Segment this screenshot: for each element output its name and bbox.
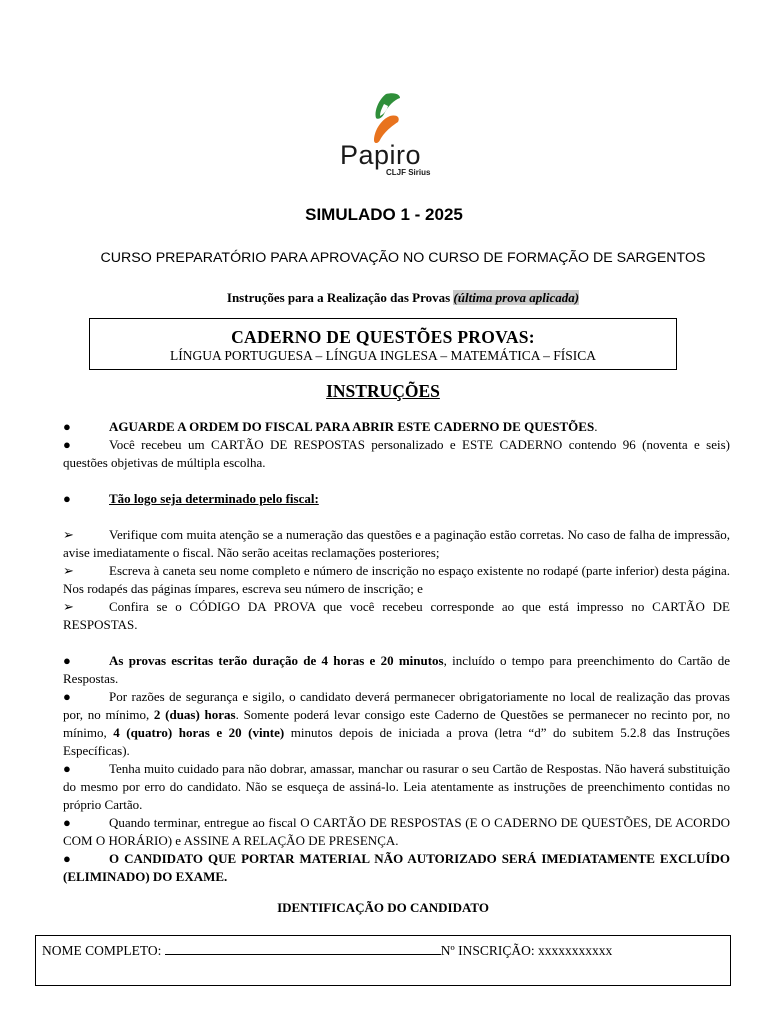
- page-title: SIMULADO 1 - 2025: [305, 205, 463, 224]
- bullet-icon: ●: [63, 851, 71, 866]
- bullet-text-bold: As provas escritas terão duração de 4 horas e 20 minutos: [109, 653, 444, 668]
- arrow-bullet-icon: ➢: [63, 599, 74, 614]
- bullet-icon: ●: [63, 437, 71, 452]
- instructions-line: [0, 290, 768, 306]
- inscricao-label: Nº INSCRIÇÃO:: [440, 943, 538, 958]
- bullet-icon: ●: [63, 815, 71, 830]
- bullet-text: Tão logo seja determinado pelo fiscal:: [109, 491, 319, 506]
- bullet-icon: ●: [63, 689, 71, 704]
- list-item: [63, 760, 730, 814]
- inscricao-value: xxxxxxxxxxx: [537, 943, 613, 958]
- instructions-prefix: Instruções para a Realização das Provas: [226, 290, 451, 305]
- name-label: NOME COMPLETO:: [42, 943, 165, 958]
- list-item: [63, 526, 730, 562]
- name-field[interactable]: [165, 942, 441, 955]
- bullet-text: , incluído o tempo para preenchimento do Cartão de Respostas.: [63, 653, 730, 686]
- instructions-body: [63, 418, 730, 886]
- caderno-title: CADERNO DE QUESTÕES PROVAS:: [231, 327, 535, 347]
- bullet-icon: ●: [63, 491, 71, 506]
- instructions-heading: INSTRUÇÕES: [326, 381, 440, 401]
- list-item: [63, 598, 730, 634]
- bullet-text-bold: 4 (quatro) horas e 20 (vinte): [113, 725, 285, 740]
- identification-heading: IDENTIFICAÇÃO DO CANDIDATO: [277, 900, 489, 915]
- list-item: [63, 850, 730, 886]
- bullet-text: AGUARDE A ORDEM DO FISCAL PARA ABRIR ESTE CADERNO DE QUESTÕES: [109, 419, 595, 434]
- list-item: [63, 652, 730, 688]
- bullet-text: Você recebeu um CARTÃO DE RESPOSTAS personalizado e ESTE CADERNO contendo 96 (noventa e seis) questões objetivas de múltipla escolha.: [63, 437, 730, 470]
- bullet-icon: ●: [63, 653, 71, 668]
- list-item: [63, 562, 730, 598]
- list-item: [63, 814, 730, 850]
- list-item: [63, 436, 730, 472]
- list-item: [63, 490, 730, 508]
- list-item: [63, 688, 730, 760]
- bullet-text: . Somente poderá levar consigo este Caderno de Questões se permanecer no recinto por, no mínimo,: [63, 707, 730, 740]
- course-title: CURSO PREPARATÓRIO PARA APROVAÇÃO NO CURSO DE FORMAÇÃO DE SARGENTOS: [100, 250, 706, 266]
- candidate-id-box: [35, 935, 731, 986]
- logo-subtitle: CLJF Sirius: [386, 168, 431, 177]
- bullet-text: Verifique com muita atenção se a numeração das questões e a paginação estão corretas. No caso de falha de impressão, avise imediatamente o fiscal. Não serão aceitas reclamações posteriores;: [63, 527, 730, 560]
- bullet-text-end: .: [594, 419, 598, 434]
- arrow-bullet-icon: ➢: [63, 527, 74, 542]
- list-item: [63, 418, 730, 436]
- bullet-text: minutos depois de iniciada a prova (letra “d” do subitem 5.2.8 das Instruções Específicas).: [63, 725, 730, 758]
- caderno-box: [89, 318, 677, 370]
- bullet-icon: ●: [63, 761, 71, 776]
- bullet-text-bold: 2 (duas) horas: [153, 707, 236, 722]
- logo-wordmark: Papiro: [340, 140, 422, 170]
- bullet-text: Quando terminar, entregue ao fiscal O CARTÃO DE RESPOSTAS (E O CADERNO DE QUESTÕES, DE ACORDO COM O HORÁRIO) e ASSINE A RELAÇÃO DE PRESENÇA.: [63, 815, 730, 848]
- caderno-subjects: LÍNGUA PORTUGUESA – LÍNGUA INGLESA – MATEMÁTICA – FÍSICA: [170, 348, 596, 363]
- bullet-text: Por razões de segurança e sigilo, o candidato deverá permanecer obrigatoriamente no local de realização das provas por, no mínimo,: [63, 689, 730, 722]
- arrow-bullet-icon: ➢: [63, 563, 74, 578]
- bullet-text: Tenha muito cuidado para não dobrar, amassar, manchar ou rasurar o seu Cartão de Respostas. Não haverá substituição do mesmo por erro do candidato. Não se esqueça de assiná-lo. Leia atentamente as instruções de preenchimento contidas no próprio Cartão.: [63, 761, 730, 812]
- instructions-highlight: (última prova aplicada): [453, 290, 580, 305]
- bullet-text: O CANDIDATO QUE PORTAR MATERIAL NÃO AUTORIZADO SERÁ IMEDIATAMENTE EXCLUÍDO (ELIMINADO) DO EXAME.: [63, 851, 730, 884]
- bullet-icon: ●: [63, 419, 71, 434]
- bullet-text: Confira se o CÓDIGO DA PROVA que você recebeu corresponde ao que está impresso no CARTÃO DE RESPOSTAS.: [63, 599, 730, 632]
- bullet-text: Escreva à caneta seu nome completo e número de inscrição no espaço existente no rodapé (parte inferior) desta página. Nos rodapés das páginas ímpares, escreva seu número de inscrição; e: [63, 563, 730, 596]
